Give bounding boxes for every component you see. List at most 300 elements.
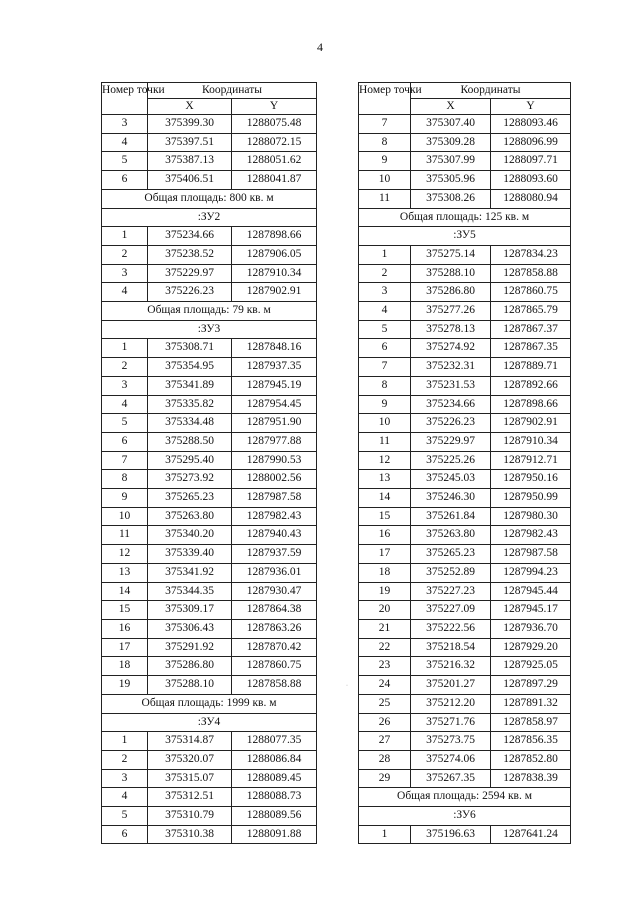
- table-row: [102, 152, 317, 171]
- table-row: [102, 451, 317, 470]
- point-number-cell: 3: [359, 283, 411, 302]
- y-coordinate-cell: 1287937.59: [232, 545, 317, 564]
- section-row: [102, 189, 317, 208]
- point-number-cell: 20: [359, 601, 411, 620]
- table-row: [359, 339, 571, 358]
- x-coordinate-cell: 375265.23: [411, 545, 491, 564]
- table-row: [359, 376, 571, 395]
- section-row: [359, 788, 571, 807]
- table-row: [102, 376, 317, 395]
- y-coordinate-cell: 1287910.34: [232, 264, 317, 283]
- y-coordinate-cell: 1287945.19: [232, 376, 317, 395]
- header-x: X: [411, 99, 491, 115]
- y-coordinate-cell: 1287930.47: [232, 582, 317, 601]
- point-number-cell: 8: [102, 470, 148, 489]
- table-row: [102, 414, 317, 433]
- x-coordinate-cell: 375273.92: [148, 470, 232, 489]
- point-number-cell: 6: [102, 432, 148, 451]
- table-row: [102, 339, 317, 358]
- table-row: [102, 545, 317, 564]
- point-number-cell: 13: [359, 470, 411, 489]
- x-coordinate-cell: 375308.26: [411, 189, 491, 208]
- x-coordinate-cell: 375277.26: [411, 302, 491, 321]
- table-row: [359, 769, 571, 788]
- header-coordinates: Координаты: [411, 83, 571, 99]
- table-row: [359, 732, 571, 751]
- table-row: [359, 358, 571, 377]
- x-coordinate-cell: 375216.32: [411, 657, 491, 676]
- table-row: [359, 133, 571, 152]
- point-number-cell: 7: [102, 451, 148, 470]
- y-coordinate-cell: 1287982.43: [491, 526, 571, 545]
- point-number-cell: 18: [359, 563, 411, 582]
- y-coordinate-cell: 1288097.71: [491, 152, 571, 171]
- point-number-cell: 21: [359, 619, 411, 638]
- section-label: :ЗУ3: [102, 320, 317, 339]
- point-number-cell: 6: [102, 171, 148, 190]
- table-row: [359, 619, 571, 638]
- point-number-cell: 4: [102, 133, 148, 152]
- table-row: [102, 283, 317, 302]
- point-number-cell: 11: [359, 189, 411, 208]
- y-coordinate-cell: 1287950.16: [491, 470, 571, 489]
- y-coordinate-cell: 1287990.53: [232, 451, 317, 470]
- section-row: [359, 807, 571, 826]
- y-coordinate-cell: 1287937.35: [232, 358, 317, 377]
- y-coordinate-cell: 1288096.99: [491, 133, 571, 152]
- table-row: [102, 395, 317, 414]
- y-coordinate-cell: 1287936.01: [232, 563, 317, 582]
- table-row: [102, 171, 317, 190]
- point-number-cell: 19: [102, 676, 148, 695]
- y-coordinate-cell: 1287987.58: [232, 489, 317, 508]
- table-row: [102, 133, 317, 152]
- table-row: [359, 750, 571, 769]
- coordinates-table-left: [101, 82, 317, 844]
- y-coordinate-cell: 1287977.88: [232, 432, 317, 451]
- table-row: [359, 601, 571, 620]
- point-number-cell: 1: [102, 732, 148, 751]
- table-row: [359, 152, 571, 171]
- point-number-cell: 27: [359, 732, 411, 751]
- x-coordinate-cell: 375307.40: [411, 115, 491, 134]
- scan-dot: ·: [346, 683, 348, 689]
- point-number-cell: 11: [359, 432, 411, 451]
- y-coordinate-cell: 1287889.71: [491, 358, 571, 377]
- y-coordinate-cell: 1287838.39: [491, 769, 571, 788]
- coordinates-table-right: [358, 82, 571, 844]
- point-number-cell: 9: [102, 489, 148, 508]
- table-row: [359, 189, 571, 208]
- y-coordinate-cell: 1287870.42: [232, 638, 317, 657]
- x-coordinate-cell: 375309.28: [411, 133, 491, 152]
- x-coordinate-cell: 375354.95: [148, 358, 232, 377]
- section-label: Общая площадь: 1999 кв. м: [102, 694, 317, 713]
- x-coordinate-cell: 375222.56: [411, 619, 491, 638]
- y-coordinate-cell: 1287858.88: [491, 264, 571, 283]
- x-coordinate-cell: 375252.89: [411, 563, 491, 582]
- y-coordinate-cell: 1287912.71: [491, 451, 571, 470]
- x-coordinate-cell: 375261.84: [411, 507, 491, 526]
- table-row: [102, 115, 317, 134]
- y-coordinate-cell: 1288088.73: [232, 788, 317, 807]
- section-row: [359, 227, 571, 246]
- y-coordinate-cell: 1287858.88: [232, 676, 317, 695]
- x-coordinate-cell: 375305.96: [411, 171, 491, 190]
- point-number-cell: 26: [359, 713, 411, 732]
- table-row: [359, 414, 571, 433]
- y-coordinate-cell: 1288051.62: [232, 152, 317, 171]
- y-coordinate-cell: 1287910.34: [491, 432, 571, 451]
- x-coordinate-cell: 375335.82: [148, 395, 232, 414]
- x-coordinate-cell: 375339.40: [148, 545, 232, 564]
- y-coordinate-cell: 1288080.94: [491, 189, 571, 208]
- left-table-body: [102, 115, 317, 844]
- y-coordinate-cell: 1288077.35: [232, 732, 317, 751]
- point-number-cell: 14: [359, 489, 411, 508]
- point-number-cell: 2: [102, 245, 148, 264]
- table-row: [359, 526, 571, 545]
- point-number-cell: 28: [359, 750, 411, 769]
- point-number-cell: 1: [359, 245, 411, 264]
- y-coordinate-cell: 1287867.37: [491, 320, 571, 339]
- page-number: 4: [317, 40, 323, 54]
- point-number-cell: 2: [359, 264, 411, 283]
- y-coordinate-cell: 1287860.75: [491, 283, 571, 302]
- point-number-cell: 15: [359, 507, 411, 526]
- y-coordinate-cell: 1287852.80: [491, 750, 571, 769]
- x-coordinate-cell: 375310.79: [148, 807, 232, 826]
- table-row: [102, 227, 317, 246]
- header-y: Y: [232, 99, 317, 115]
- table-row: [102, 264, 317, 283]
- y-coordinate-cell: 1287954.45: [232, 395, 317, 414]
- table-row: [102, 582, 317, 601]
- table-row: [359, 489, 571, 508]
- y-coordinate-cell: 1287892.66: [491, 376, 571, 395]
- table-row: [359, 320, 571, 339]
- x-coordinate-cell: 375263.80: [411, 526, 491, 545]
- section-label: :ЗУ4: [102, 713, 317, 732]
- header-point-number: Номер точки: [359, 83, 411, 115]
- table-row: [359, 264, 571, 283]
- table-row: [102, 750, 317, 769]
- point-number-cell: 4: [102, 283, 148, 302]
- table-row: [359, 825, 571, 844]
- header-coordinates: Координаты: [148, 83, 317, 99]
- x-coordinate-cell: 375340.20: [148, 526, 232, 545]
- x-coordinate-cell: 375286.80: [411, 283, 491, 302]
- x-coordinate-cell: 375387.13: [148, 152, 232, 171]
- x-coordinate-cell: 375291.92: [148, 638, 232, 657]
- table-row: [359, 245, 571, 264]
- point-number-cell: 22: [359, 638, 411, 657]
- point-number-cell: 5: [102, 414, 148, 433]
- right-table-body: [359, 115, 571, 844]
- section-row: [102, 208, 317, 227]
- section-label: Общая площадь: 125 кв. м: [359, 208, 571, 227]
- x-coordinate-cell: 375225.26: [411, 451, 491, 470]
- table-row: [102, 526, 317, 545]
- point-number-cell: 12: [102, 545, 148, 564]
- y-coordinate-cell: 1287865.79: [491, 302, 571, 321]
- x-coordinate-cell: 375288.10: [148, 676, 232, 695]
- x-coordinate-cell: 375274.92: [411, 339, 491, 358]
- y-coordinate-cell: 1287929.20: [491, 638, 571, 657]
- section-label: Общая площадь: 79 кв. м: [102, 302, 317, 321]
- point-number-cell: 1: [102, 339, 148, 358]
- table-row: [102, 601, 317, 620]
- header-y: Y: [491, 99, 571, 115]
- header-x: X: [148, 99, 232, 115]
- point-number-cell: 4: [359, 302, 411, 321]
- y-coordinate-cell: 1287951.90: [232, 414, 317, 433]
- x-coordinate-cell: 375271.76: [411, 713, 491, 732]
- x-coordinate-cell: 375273.75: [411, 732, 491, 751]
- point-number-cell: 9: [359, 152, 411, 171]
- point-number-cell: 18: [102, 657, 148, 676]
- table-row: [359, 582, 571, 601]
- point-number-cell: 3: [102, 115, 148, 134]
- y-coordinate-cell: 1288075.48: [232, 115, 317, 134]
- table-row: [359, 657, 571, 676]
- y-coordinate-cell: 1287864.38: [232, 601, 317, 620]
- section-row: [102, 713, 317, 732]
- point-number-cell: 10: [359, 414, 411, 433]
- x-coordinate-cell: 375397.51: [148, 133, 232, 152]
- point-number-cell: 8: [359, 133, 411, 152]
- point-number-cell: 5: [102, 807, 148, 826]
- point-number-cell: 16: [102, 619, 148, 638]
- y-coordinate-cell: 1287858.97: [491, 713, 571, 732]
- y-coordinate-cell: 1288002.56: [232, 470, 317, 489]
- table-row: [359, 563, 571, 582]
- x-coordinate-cell: 375274.06: [411, 750, 491, 769]
- x-coordinate-cell: 375218.54: [411, 638, 491, 657]
- table-row: [102, 358, 317, 377]
- x-coordinate-cell: 375275.14: [411, 245, 491, 264]
- x-coordinate-cell: 375315.07: [148, 769, 232, 788]
- y-coordinate-cell: 1287867.35: [491, 339, 571, 358]
- x-coordinate-cell: 375278.13: [411, 320, 491, 339]
- point-number-cell: 9: [359, 395, 411, 414]
- table-row: [359, 283, 571, 302]
- table-row: [359, 713, 571, 732]
- table-row: [102, 732, 317, 751]
- x-coordinate-cell: 375288.50: [148, 432, 232, 451]
- section-row: [102, 694, 317, 713]
- point-number-cell: 25: [359, 694, 411, 713]
- y-coordinate-cell: 1287856.35: [491, 732, 571, 751]
- x-coordinate-cell: 375341.92: [148, 563, 232, 582]
- table-row: [359, 676, 571, 695]
- x-coordinate-cell: 375226.23: [148, 283, 232, 302]
- x-coordinate-cell: 375234.66: [148, 227, 232, 246]
- point-number-cell: 3: [102, 264, 148, 283]
- y-coordinate-cell: 1287898.66: [491, 395, 571, 414]
- point-number-cell: 29: [359, 769, 411, 788]
- y-coordinate-cell: 1287848.16: [232, 339, 317, 358]
- point-number-cell: 10: [102, 507, 148, 526]
- x-coordinate-cell: 375232.31: [411, 358, 491, 377]
- section-row: [102, 320, 317, 339]
- x-coordinate-cell: 375263.80: [148, 507, 232, 526]
- table-row: [359, 638, 571, 657]
- x-coordinate-cell: 375320.07: [148, 750, 232, 769]
- x-coordinate-cell: 375288.10: [411, 264, 491, 283]
- table-row: [359, 115, 571, 134]
- table-row: [102, 245, 317, 264]
- x-coordinate-cell: 375212.20: [411, 694, 491, 713]
- point-number-cell: 23: [359, 657, 411, 676]
- x-coordinate-cell: 375196.63: [411, 825, 491, 844]
- x-coordinate-cell: 375286.80: [148, 657, 232, 676]
- point-number-cell: 1: [359, 825, 411, 844]
- table-row: [359, 507, 571, 526]
- point-number-cell: 5: [359, 320, 411, 339]
- x-coordinate-cell: 375334.48: [148, 414, 232, 433]
- table-row: [102, 489, 317, 508]
- section-row: [359, 208, 571, 227]
- x-coordinate-cell: 375344.35: [148, 582, 232, 601]
- x-coordinate-cell: 375310.38: [148, 825, 232, 844]
- point-number-cell: 24: [359, 676, 411, 695]
- y-coordinate-cell: 1288089.56: [232, 807, 317, 826]
- x-coordinate-cell: 375309.17: [148, 601, 232, 620]
- table-row: [359, 171, 571, 190]
- table-row: [359, 451, 571, 470]
- point-number-cell: 7: [359, 115, 411, 134]
- x-coordinate-cell: 375234.66: [411, 395, 491, 414]
- y-coordinate-cell: 1288093.46: [491, 115, 571, 134]
- y-coordinate-cell: 1287945.44: [491, 582, 571, 601]
- table-row: [102, 619, 317, 638]
- point-number-cell: 4: [102, 395, 148, 414]
- x-coordinate-cell: 375312.51: [148, 788, 232, 807]
- y-coordinate-cell: 1287902.91: [491, 414, 571, 433]
- x-coordinate-cell: 375307.99: [411, 152, 491, 171]
- y-coordinate-cell: 1287902.91: [232, 283, 317, 302]
- table-row: [102, 638, 317, 657]
- point-number-cell: 10: [359, 171, 411, 190]
- x-coordinate-cell: 375227.23: [411, 582, 491, 601]
- y-coordinate-cell: 1287945.17: [491, 601, 571, 620]
- section-label: :ЗУ2: [102, 208, 317, 227]
- point-number-cell: 6: [359, 339, 411, 358]
- x-coordinate-cell: 375246.30: [411, 489, 491, 508]
- y-coordinate-cell: 1287994.23: [491, 563, 571, 582]
- x-coordinate-cell: 375399.30: [148, 115, 232, 134]
- header-point-number: Номер точки: [102, 83, 148, 115]
- y-coordinate-cell: 1287863.26: [232, 619, 317, 638]
- table-row: [102, 676, 317, 695]
- x-coordinate-cell: 375238.52: [148, 245, 232, 264]
- x-coordinate-cell: 375245.03: [411, 470, 491, 489]
- x-coordinate-cell: 375229.97: [148, 264, 232, 283]
- section-label: :ЗУ6: [359, 807, 571, 826]
- point-number-cell: 13: [102, 563, 148, 582]
- y-coordinate-cell: 1287891.32: [491, 694, 571, 713]
- y-coordinate-cell: 1287897.29: [491, 676, 571, 695]
- point-number-cell: 8: [359, 376, 411, 395]
- point-number-cell: 17: [359, 545, 411, 564]
- x-coordinate-cell: 375227.09: [411, 601, 491, 620]
- point-number-cell: 5: [102, 152, 148, 171]
- table-row: [102, 563, 317, 582]
- point-number-cell: 17: [102, 638, 148, 657]
- x-coordinate-cell: 375201.27: [411, 676, 491, 695]
- point-number-cell: 15: [102, 601, 148, 620]
- table-row: [102, 470, 317, 489]
- section-label: Общая площадь: 800 кв. м: [102, 189, 317, 208]
- y-coordinate-cell: 1287860.75: [232, 657, 317, 676]
- y-coordinate-cell: 1287925.05: [491, 657, 571, 676]
- table-row: [359, 470, 571, 489]
- point-number-cell: 14: [102, 582, 148, 601]
- y-coordinate-cell: 1288091.88: [232, 825, 317, 844]
- table-row: [102, 507, 317, 526]
- y-coordinate-cell: 1287980.30: [491, 507, 571, 526]
- x-coordinate-cell: 375406.51: [148, 171, 232, 190]
- table-row: [102, 657, 317, 676]
- section-label: :ЗУ5: [359, 227, 571, 246]
- y-coordinate-cell: 1288093.60: [491, 171, 571, 190]
- table-row: [102, 788, 317, 807]
- y-coordinate-cell: 1287987.58: [491, 545, 571, 564]
- table-row: [359, 395, 571, 414]
- table-row: [359, 545, 571, 564]
- x-coordinate-cell: 375341.89: [148, 376, 232, 395]
- section-label: Общая площадь: 2594 кв. м: [359, 788, 571, 807]
- table-row: [102, 432, 317, 451]
- point-number-cell: 6: [102, 825, 148, 844]
- table-row: [359, 432, 571, 451]
- y-coordinate-cell: 1287940.43: [232, 526, 317, 545]
- y-coordinate-cell: 1288041.87: [232, 171, 317, 190]
- y-coordinate-cell: 1287641.24: [491, 825, 571, 844]
- x-coordinate-cell: 375231.53: [411, 376, 491, 395]
- y-coordinate-cell: 1287936.70: [491, 619, 571, 638]
- y-coordinate-cell: 1287982.43: [232, 507, 317, 526]
- x-coordinate-cell: 375267.35: [411, 769, 491, 788]
- y-coordinate-cell: 1288086.84: [232, 750, 317, 769]
- y-coordinate-cell: 1288089.45: [232, 769, 317, 788]
- table-row: [102, 769, 317, 788]
- x-coordinate-cell: 375306.43: [148, 619, 232, 638]
- table-row: [102, 825, 317, 844]
- point-number-cell: 1: [102, 227, 148, 246]
- point-number-cell: 7: [359, 358, 411, 377]
- point-number-cell: 4: [102, 788, 148, 807]
- point-number-cell: 19: [359, 582, 411, 601]
- table-row: [359, 302, 571, 321]
- point-number-cell: 3: [102, 769, 148, 788]
- point-number-cell: 11: [102, 526, 148, 545]
- y-coordinate-cell: 1288072.15: [232, 133, 317, 152]
- x-coordinate-cell: 375295.40: [148, 451, 232, 470]
- x-coordinate-cell: 375308.71: [148, 339, 232, 358]
- x-coordinate-cell: 375314.87: [148, 732, 232, 751]
- x-coordinate-cell: 375229.97: [411, 432, 491, 451]
- point-number-cell: 16: [359, 526, 411, 545]
- x-coordinate-cell: 375265.23: [148, 489, 232, 508]
- y-coordinate-cell: 1287950.99: [491, 489, 571, 508]
- point-number-cell: 12: [359, 451, 411, 470]
- y-coordinate-cell: 1287898.66: [232, 227, 317, 246]
- table-row: [359, 694, 571, 713]
- point-number-cell: 2: [102, 358, 148, 377]
- table-row: [102, 807, 317, 826]
